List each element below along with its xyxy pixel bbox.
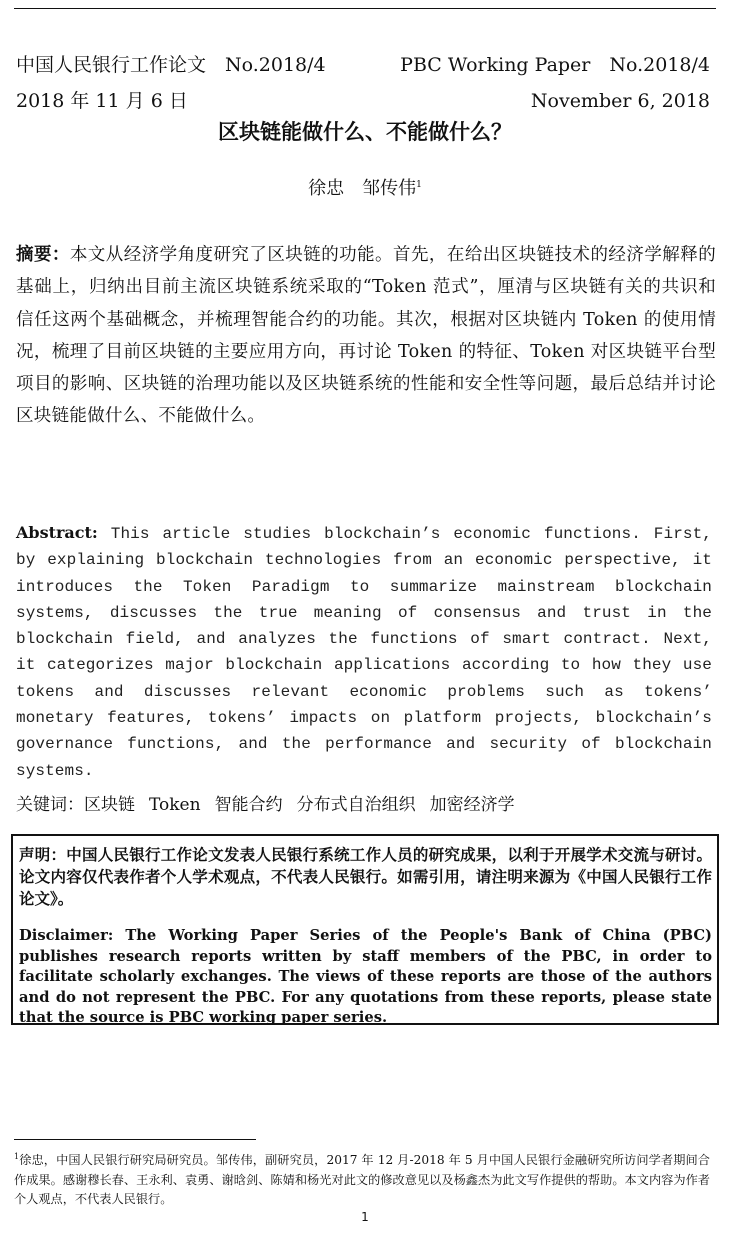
keywords-label: 关键词： xyxy=(16,795,84,815)
disclaimer-zh: 声明：中国人民银行工作论文发表人民银行系统工作人员的研究成果，以利于开展学术交流与研讨。论文内容仅代表作者个人学术观点，不代表人民银行。如需引用，请注明来源为《中国人民银行工作论文》。 xyxy=(19,845,712,908)
keyword-item: 分布式自治组织 xyxy=(296,795,416,815)
keyword-item: 区块链 xyxy=(84,795,135,815)
abstract-en-label: Abstract: xyxy=(16,523,98,542)
series-number-zh: 中国人民银行工作论文 No.2018/4 xyxy=(16,54,326,76)
keyword-item: 智能合约 xyxy=(214,795,283,815)
header-row-1 xyxy=(16,50,710,77)
abstract-zh-text: 本文从经济学角度研究了区块链的功能。首先，在给出区块链技术的经济学解释的基础上，归纳出目前主流区块链系统采取的“Token 范式”，厘清与区块链有关的共识和信任这两个基础概念，并梳理智能合约的功能。其次，根据对区块链内 Token 的使用情况，梳理了目前区块链的主要应用方向，再讨论 Token 的特征、Token 对区块链平台型项目的影响、区块链的治理功能以及区块链系统的性能和安全性等问题，最后总结并讨论区块链能做什么、不能做什么。 xyxy=(16,245,716,427)
keyword-item: 加密经济学 xyxy=(429,795,515,815)
keyword-item: Token xyxy=(149,795,201,815)
footnote-rule xyxy=(14,1139,256,1140)
footnote-text: 徐忠，中国人民银行研究局研究员。邹传伟，副研究员，2017 年 12 月-2018 年 5 月中国人民银行金融研究所访问学者期间合作成果。感谢穆长春、王永利、袁勇、谢晗剑、陈婧和杨光对此文的修改意见以及杨鑫杰为此文写作提供的帮助。本文内容为作者个人观点，不代表人民银行。 xyxy=(14,1153,710,1207)
top-rule xyxy=(14,8,716,9)
header-row-2 xyxy=(16,86,710,113)
author-footnote-mark: 1 xyxy=(416,180,422,190)
abstract-zh xyxy=(16,239,716,433)
page-number: 1 xyxy=(361,1210,369,1224)
paper-title: 区块链能做什么、不能做什么？ xyxy=(218,119,512,144)
abstract-en-text: This article studies blockchain’s economic functions. First, by explaining blockchain technologies from an economic perspective, it introduces the Token Paradigm to summarize mainstream blockchain systems, discusses the true meaning of consensus and trust in the blockchain field, and analyzes the functions of smart contract. Next, it categorizes major blockchain applications according to how they use tokens and discusses relevant economic problems such as tokens’ monetary features, tokens’ impacts on platform projects, blockchain’s governance functions, and the performance and security of blockchain systems. xyxy=(16,525,713,780)
abstract-zh-label: 摘要： xyxy=(16,245,70,265)
keywords xyxy=(16,790,716,815)
date-zh: 2018 年 11 月 6 日 xyxy=(16,90,188,112)
footnote xyxy=(14,1147,710,1210)
date-en: November 6, 2018 xyxy=(530,90,710,112)
authors xyxy=(0,174,730,200)
footnote-mark: 1 xyxy=(14,1152,20,1161)
series-number-en: PBC Working Paper No.2018/4 xyxy=(400,54,710,76)
abstract-en xyxy=(16,520,712,784)
disclaimer-en: Disclaimer: The Working Paper Series of the People's Bank of China (PBC) publishes research reports written by staff members of the PBC, in order to facilitate scholarly exchanges. The views of these reports are those of the authors and do not represent the PBC. For any quotations from these reports, please state that the source is PBC working paper series. xyxy=(19,927,712,1026)
disclaimer-box xyxy=(11,834,719,1025)
author-names: 徐忠 邹传伟 xyxy=(308,178,417,199)
